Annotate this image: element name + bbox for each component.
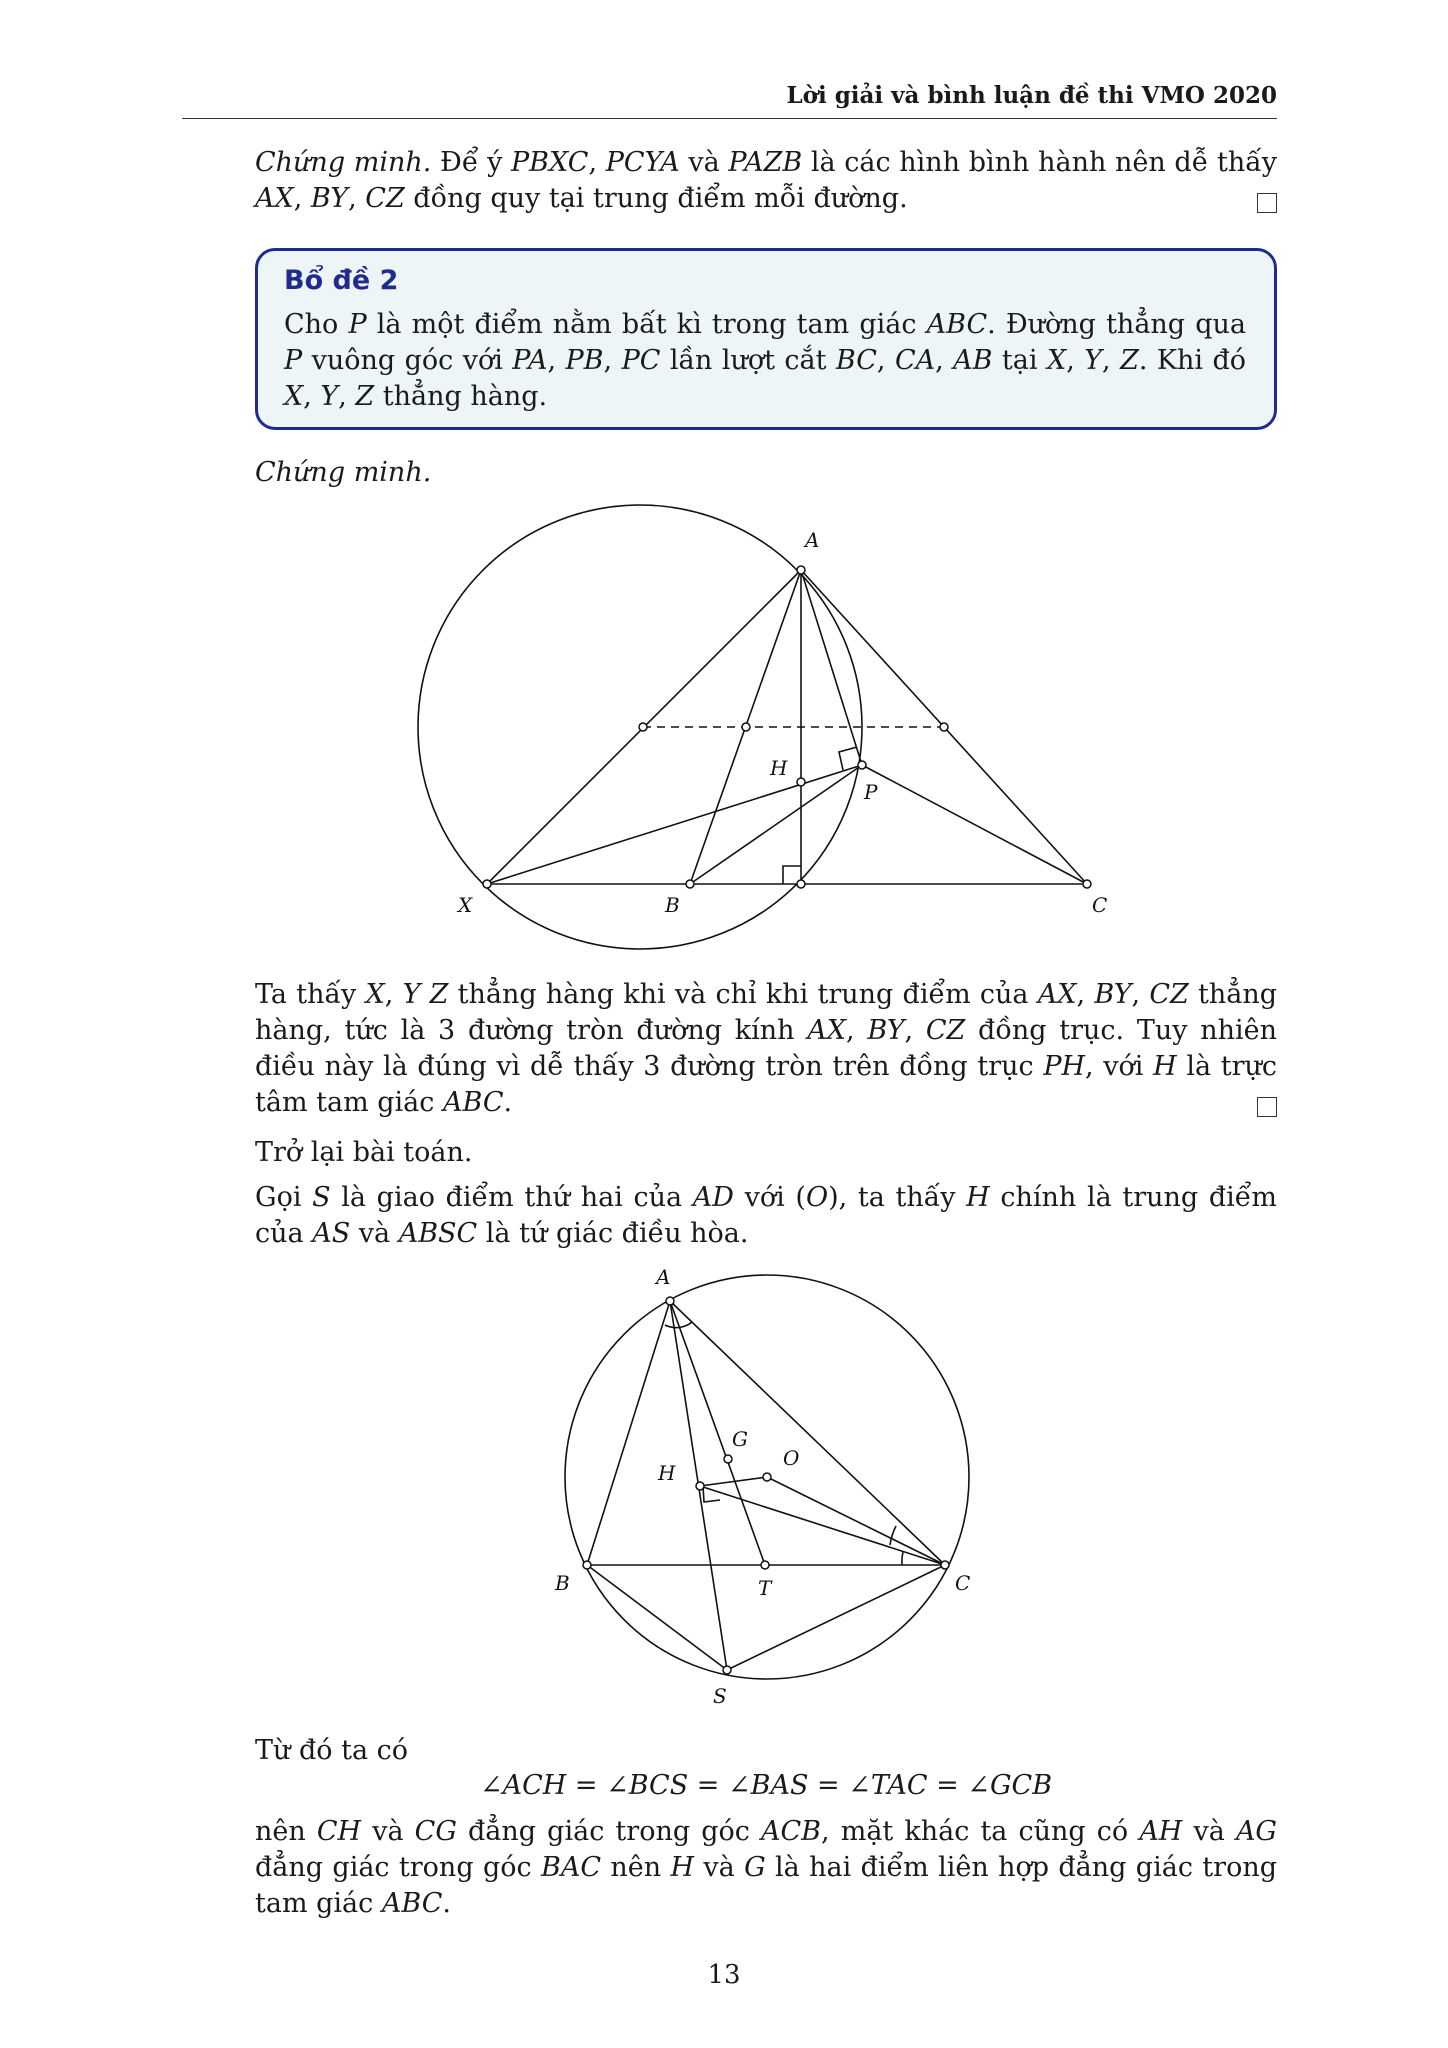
proof-label: Chứng minh. xyxy=(255,457,432,488)
line-bs xyxy=(587,1565,727,1670)
lemma-body: Cho P là một điểm nằm bất kì trong tam giác ABC. Đường thẳng qua P vuông góc với PA, PB, PC lần lượt cắt BC, CA, AB tại X, Y, Z. Khi đó X, Y, Z thẳng hàng. xyxy=(284,309,1247,412)
paragraph-5: nên CH và CG đẳng giác trong góc ACB, mặt khác ta cũng có AH và AG đẳng giác trong góc BAC nên H và G là hai điểm liên hợp đẳng giác trong tam giác ABC. xyxy=(255,1816,1278,1919)
paragraph-4: Từ đó ta có xyxy=(255,1735,409,1766)
point-o xyxy=(763,1473,771,1481)
label-t: T xyxy=(758,1576,772,1600)
angle-mark-c1 xyxy=(890,1526,896,1545)
median-at xyxy=(670,1301,765,1565)
page-number: 13 xyxy=(707,1960,741,1990)
proof-label: Chứng minh. xyxy=(255,147,432,178)
paragraph-2: Trở lại bài toán. xyxy=(255,1137,473,1168)
point-b xyxy=(583,1561,591,1569)
point-a xyxy=(666,1297,674,1305)
line-ac xyxy=(670,1301,945,1565)
label-c: C xyxy=(1092,893,1108,917)
paragraph-3: Gọi S là giao điểm thứ hai của AD với (O), ta thấy H chính là trung điểm của AS và ABSC là tứ giác điều hòa. xyxy=(255,1182,1277,1249)
label-a: A xyxy=(656,1265,671,1289)
angle-mark-c2 xyxy=(902,1552,903,1565)
label-x: X xyxy=(458,893,473,917)
point-c xyxy=(941,1561,949,1569)
label-c: C xyxy=(955,1571,971,1595)
label-b: B xyxy=(665,893,680,917)
label-p: P xyxy=(864,780,878,804)
label-b: B xyxy=(555,1571,570,1595)
label-g: G xyxy=(732,1427,748,1451)
label-h: H xyxy=(770,756,788,780)
line-ab xyxy=(587,1301,670,1565)
point-h xyxy=(696,1482,704,1490)
lemma-title: Bổ đề 2 xyxy=(284,265,399,296)
label-a: A xyxy=(805,528,820,552)
label-h: H xyxy=(658,1461,676,1485)
header-title: Lời giải và bình luận đề thi VMO 2020 xyxy=(786,82,1277,109)
label-o: O xyxy=(783,1446,800,1470)
equation: ∠ACH = ∠BCS = ∠BAS = ∠TAC = ∠GCB xyxy=(479,1770,1053,1801)
paragraph-1: Ta thấy X, Y Z thẳng hàng khi và chỉ khi trung điểm của AX, BY, CZ thẳng hàng, tức là 3 đường tròn đường kính AX, BY, CZ đồng trục. Tuy nhiên điều này là đúng vì dễ thấy 3 đường tròn trên đồng trục PH, với H là trực tâm tam giác ABC. xyxy=(255,979,1278,1118)
point-s xyxy=(723,1666,731,1674)
point-t xyxy=(761,1561,769,1569)
point-g xyxy=(724,1455,732,1463)
line-hc xyxy=(700,1486,945,1565)
label-s: S xyxy=(713,1684,727,1708)
line-oc xyxy=(767,1477,945,1565)
proof-1: Chứng minh. Để ý PBXC, PCYA và PAZB là các hình bình hành nên dễ thấy AX, BY, CZ đồng quy tại trung điểm mỗi đường. xyxy=(255,147,1278,214)
